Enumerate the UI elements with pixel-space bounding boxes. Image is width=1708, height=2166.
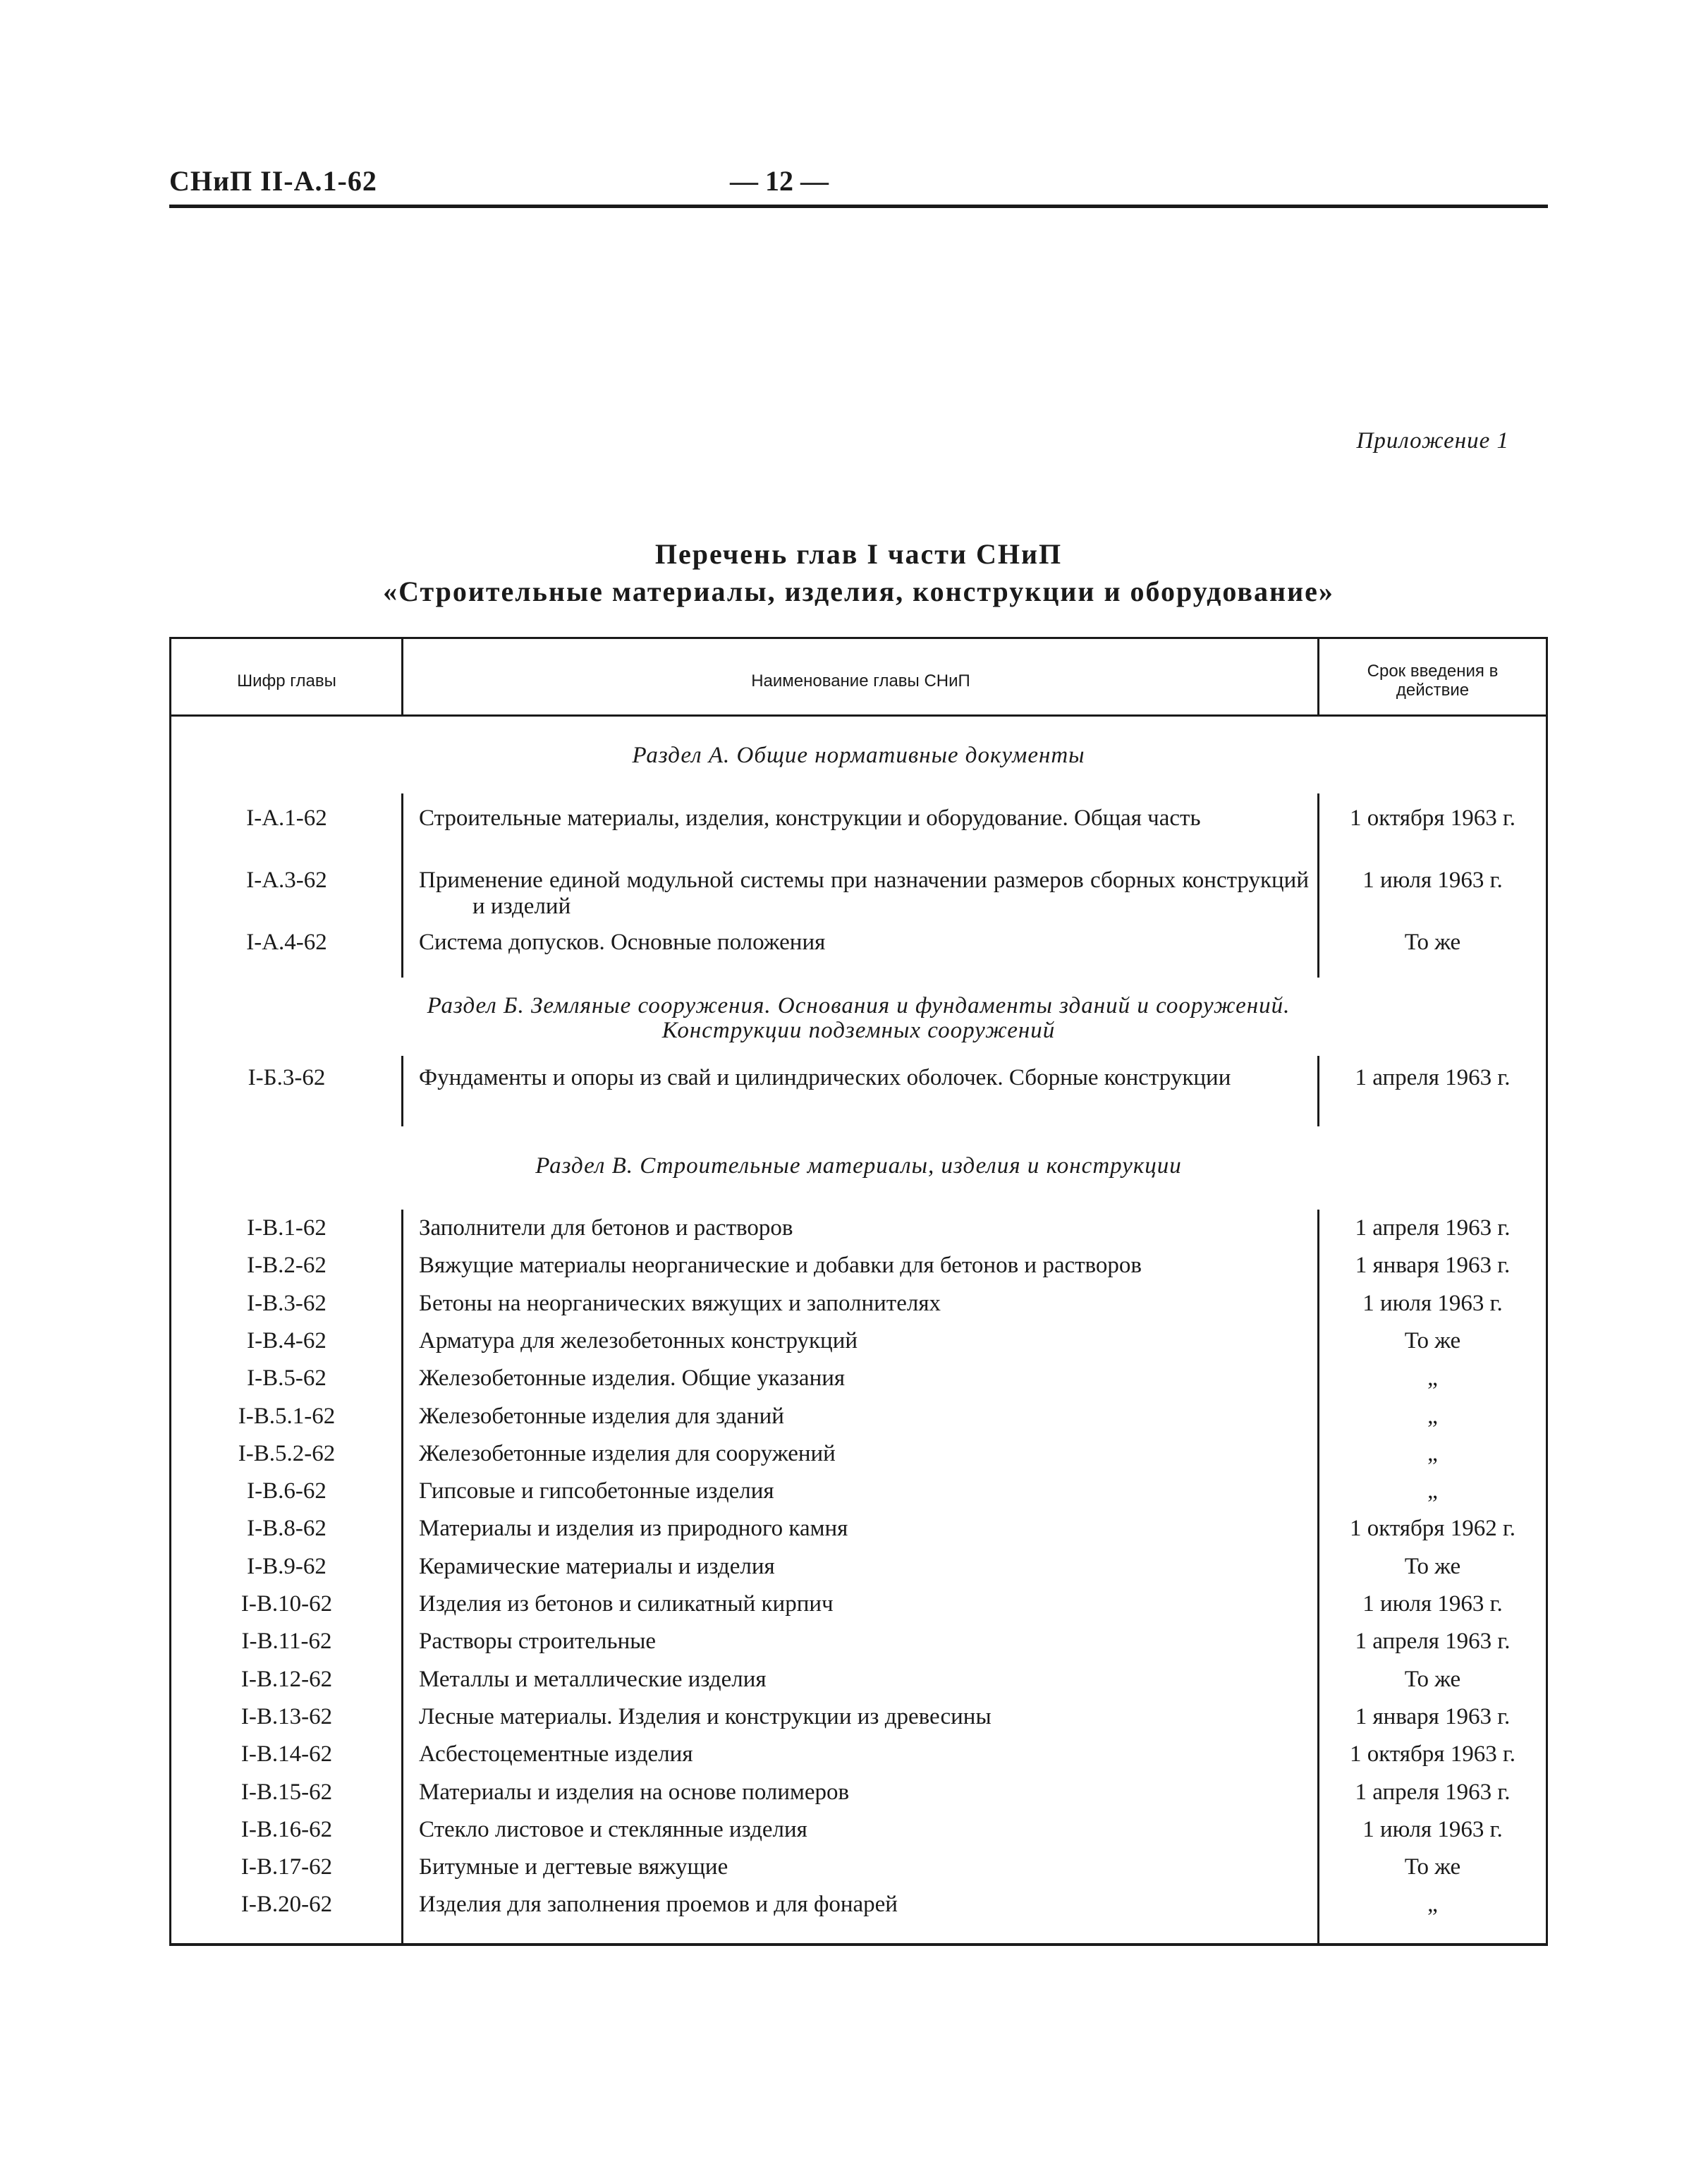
table-bottom-rule (169, 1943, 1548, 1946)
row-name: Металлы и металлические изделия (419, 1667, 767, 1692)
row-code: I-В.5.2-62 (238, 1441, 336, 1466)
row-code: I-В.15-62 (240, 1779, 333, 1805)
row-name: Строительные материалы, изделия, конструкции и оборудование. Общая часть (419, 805, 1201, 831)
row-name: Асбестоцементные изделия (419, 1741, 693, 1767)
row-name: Железобетонные изделия для сооружений (419, 1441, 836, 1466)
row-code: I-В.12-62 (240, 1667, 333, 1692)
row-code: I-В.17-62 (240, 1854, 333, 1880)
row-date: „ (1427, 1892, 1438, 1917)
row-code: I-В.16-62 (240, 1817, 333, 1842)
header-rule (169, 205, 1548, 208)
row-name: Железобетонные изделия. Общие указания (419, 1365, 846, 1391)
row-date: То же (1404, 1854, 1461, 1880)
row-code: I-В.2-62 (247, 1253, 327, 1278)
row-name: Применение единой модульной системы при назначении размеров сборных конструкций и изделий (419, 868, 1309, 919)
row-date: То же (1404, 1554, 1461, 1579)
row-name: Материалы и изделия на основе полимеров (419, 1779, 850, 1805)
row-name: Битумные и дегтевые вяжущие (419, 1854, 728, 1880)
table-header-rule (169, 714, 1548, 717)
column-header-name: Наименование главы СНиП (751, 671, 970, 690)
row-code: I-В.6-62 (247, 1478, 327, 1504)
row-code: I-А.1-62 (246, 805, 327, 831)
row-code: I-В.5.1-62 (238, 1404, 336, 1429)
row-code: I-В.9-62 (247, 1554, 327, 1579)
row-name: Растворы строительные (419, 1629, 657, 1654)
row-date: 1 октября 1963 г. (1349, 805, 1516, 831)
row-name: Бетоны на неорганических вяжущих и заполнителях (419, 1291, 941, 1316)
row-name: Система допусков. Основные положения (419, 930, 826, 955)
table-top-rule (169, 637, 1548, 639)
row-date: 1 июля 1963 г. (1362, 868, 1503, 893)
page-subtitle: «Строительные материалы, изделия, конструкции и оборудование» (383, 576, 1334, 607)
row-date: То же (1404, 1328, 1461, 1353)
row-name: Керамические материалы и изделия (419, 1554, 775, 1579)
page-number: — 12 — (730, 165, 829, 197)
header-code: СНиП II-А.1-62 (169, 165, 377, 197)
page-title: Перечень глав I части СНиП (654, 538, 1063, 570)
row-date: 1 апреля 1963 г. (1355, 1779, 1511, 1805)
row-date: 1 октября 1962 г. (1349, 1516, 1516, 1541)
row-code: I-В.13-62 (240, 1704, 333, 1729)
row-name: Заполнители для бетонов и растворов (419, 1215, 793, 1241)
row-code: I-Б.3-62 (248, 1065, 326, 1090)
row-date: „ (1427, 1441, 1438, 1466)
appendix-label: Приложение 1 (1356, 428, 1509, 454)
row-date: То же (1404, 930, 1461, 955)
row-name: Изделия для заполнения проемов и для фонарей (419, 1892, 898, 1917)
row-date: То же (1404, 1667, 1461, 1692)
row-date: 1 апреля 1963 г. (1355, 1065, 1511, 1090)
row-name: Стекло листовое и стеклянные изделия (419, 1817, 807, 1842)
row-name: Материалы и изделия из природного камня (419, 1516, 848, 1541)
section-title: Раздел В. Строительные материалы, изделия и конструкции (535, 1153, 1182, 1179)
row-date: „ (1427, 1365, 1438, 1391)
row-date: 1 октября 1963 г. (1349, 1741, 1516, 1767)
section-title: Раздел А. Общие нормативные документы (632, 743, 1085, 768)
section-title: Раздел Б. Земляные сооружения. Основания и фундаменты зданий и сооружений. (427, 993, 1291, 1018)
row-date: 1 июля 1963 г. (1362, 1817, 1503, 1842)
row-date: 1 января 1963 г. (1355, 1704, 1511, 1729)
row-name: Арматура для железобетонных конструкций (419, 1328, 858, 1353)
row-name: Железобетонные изделия для зданий (419, 1404, 784, 1429)
row-date: „ (1427, 1478, 1438, 1504)
row-code: I-В.3-62 (247, 1291, 327, 1316)
row-name: Гипсовые и гипсобетонные изделия (419, 1478, 774, 1504)
section-title: Конструкции подземных сооружений (661, 1018, 1056, 1043)
row-date: 1 июля 1963 г. (1362, 1291, 1503, 1316)
row-date: „ (1427, 1404, 1438, 1429)
row-code: I-В.8-62 (247, 1516, 327, 1541)
column-header-date: Срок введения в действие (1367, 662, 1499, 700)
row-date: 1 апреля 1963 г. (1355, 1629, 1511, 1654)
row-date: 1 января 1963 г. (1355, 1253, 1511, 1278)
row-code: I-В.10-62 (240, 1591, 333, 1617)
row-name: Вяжущие материалы неорганические и добавки для бетонов и растворов (419, 1253, 1142, 1278)
row-name: Фундаменты и опоры из свай и цилиндрических оболочек. Сборные конструкции (419, 1065, 1231, 1090)
row-date: 1 июля 1963 г. (1362, 1591, 1503, 1617)
row-name: Изделия из бетонов и силикатный кирпич (419, 1591, 834, 1617)
table-right-border (1546, 637, 1548, 1945)
row-code: I-А.4-62 (246, 930, 327, 955)
row-name: Лесные материалы. Изделия и конструкции из древесины (419, 1704, 992, 1729)
row-code: I-В.20-62 (240, 1892, 333, 1917)
row-code: I-А.3-62 (246, 868, 327, 893)
row-code: I-В.5-62 (247, 1365, 327, 1391)
row-code: I-В.4-62 (247, 1328, 327, 1353)
row-code: I-В.11-62 (241, 1629, 332, 1654)
row-code: I-В.1-62 (247, 1215, 327, 1241)
row-code: I-В.14-62 (240, 1741, 333, 1767)
column-header-code: Шифр главы (237, 671, 336, 690)
row-date: 1 апреля 1963 г. (1355, 1215, 1511, 1241)
